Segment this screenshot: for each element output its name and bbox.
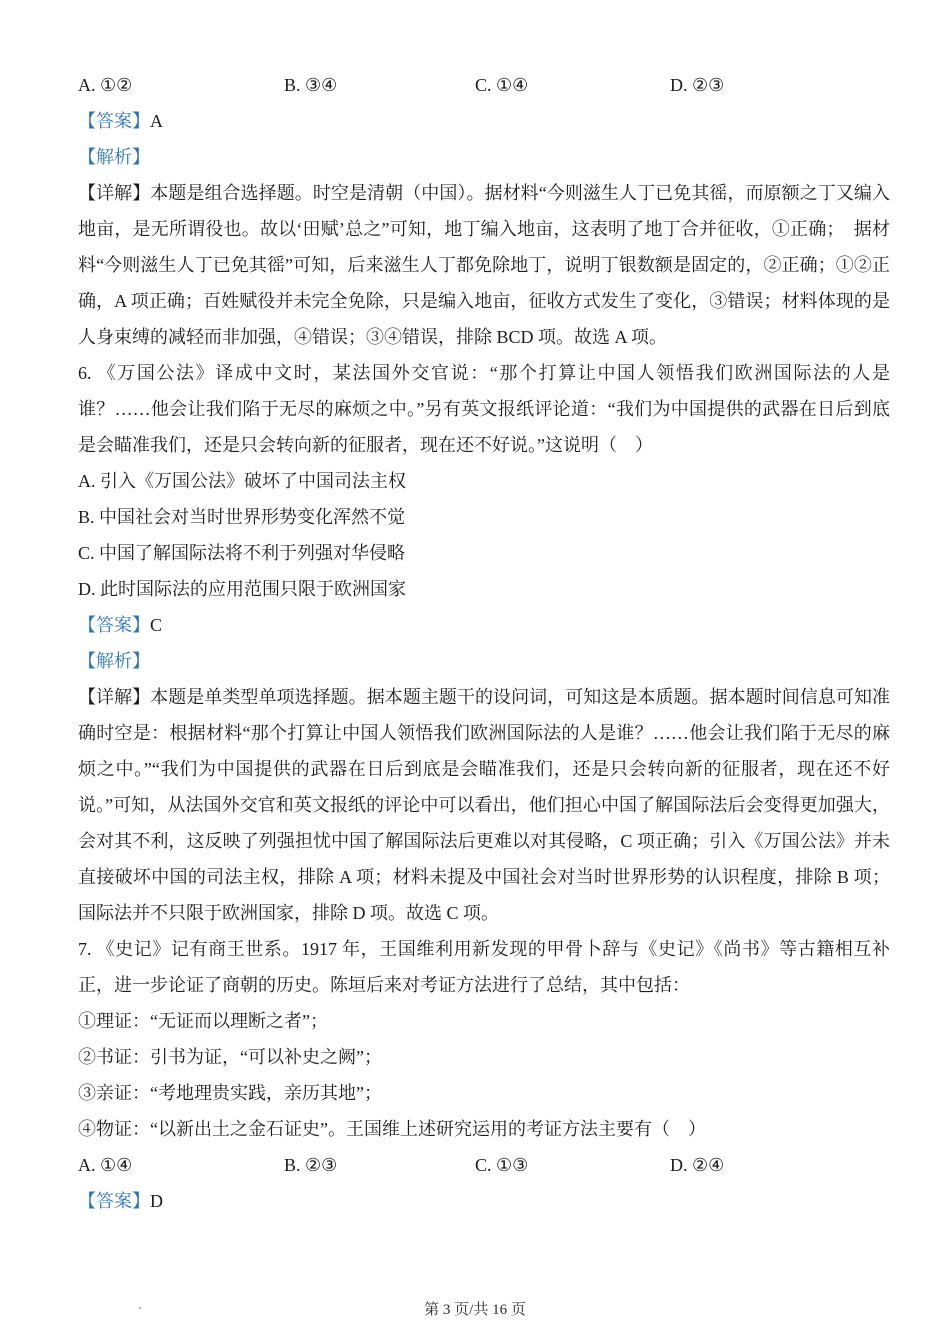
choice-option: C. ①④ <box>475 75 529 95</box>
answer-value: A <box>150 111 163 131</box>
paragraph: 【详解】本题是组合选择题。时空是清朝（中国）。据材料“今则滋生人丁已免其徭，而原额之丁又编入地亩，是无所谓役也。故以‘田赋’总之”可知，地丁编入地亩，这表明了地丁合并征收，①正确； 据材料“今则滋生人丁已免其徭”可知，后来滋生人丁都免除地丁，说明丁银数额是固定的，②正确；①②正确，A 项正确；百姓赋役并未完全免除，只是编入地亩，征收方式发生了变化，③错误；材料体现的是人身束缚的减轻而非加强，④错误；③④错误，排除 BCD 项。故选 A 项。 <box>78 183 890 347</box>
answer-label: 【答案】 <box>78 615 150 635</box>
answer-line <box>78 1183 890 1219</box>
choice-option-line: A. 引入《万国公法》破坏了中国司法主权 <box>78 471 406 491</box>
choice-option-line: D. 此时国际法的应用范围只限于欧洲国家 <box>78 579 406 599</box>
answer-value: C <box>150 615 163 635</box>
answer-label: 【答案】 <box>78 1191 150 1211</box>
page-number-footer: 第 3 页/共 16 页 <box>424 1302 526 1318</box>
choice-option-line: ①理证：“无证而以理断之者”； <box>78 1011 328 1031</box>
choice-options-row <box>78 1147 890 1183</box>
choice-option: D. ②④ <box>670 1155 725 1175</box>
choice-option: D. ②③ <box>670 75 725 95</box>
choice-option: A. ①② <box>78 75 133 95</box>
analysis-label: 【解析】 <box>78 147 150 167</box>
choice-option: B. ③④ <box>284 75 338 95</box>
choice-option-line: ②书证：引书为证，“可以补史之阙”； <box>78 1047 382 1067</box>
choice-option-line: ④物证：“以新出土之金石证史”。王国维上述研究运用的考证方法主要有（ ） <box>78 1119 706 1139</box>
choice-option-line: ③亲证：“考地理贵实践，亲历其地”； <box>78 1083 382 1103</box>
choice-option-line: C. 中国了解国际法将不利于列强对华侵略 <box>78 543 406 563</box>
choice-option: C. ①③ <box>475 1155 529 1175</box>
paragraph: 6. 《万国公法》译成中文时，某法国外交官说：“那个打算让中国人领悟我们欧洲国际法的人是谁？……他会让我们陷于无尽的麻烦之中。”另有英文报纸评论道：“我们为中国提供的武器在日后到底是会瞄准我们，还是只会转向新的征服者，现在还不好说。”这说明（ ） <box>78 363 890 455</box>
choice-option: A. ①④ <box>78 1155 133 1175</box>
paragraph: 【详解】本题是单类型单项选择题。据本题主题干的设问词，可知这是本质题。据本题时间信息可知准确时空是：根据材料“那个打算让中国人领悟我们欧洲国际法的人是谁？……他会让我们陷于无尽的麻烦之中。”“我们为中国提供的武器在日后到底是会瞄准我们，还是只会转向新的征服者，现在还不好说。”可知，从法国外交官和英文报纸的评论中可以看出，他们担心中国了解国际法后会变得更加强大，会对其不利，这反映了列强担忧中国了解国际法后更难以对其侵略，C 项正确；引入《万国公法》并未直接破坏中国的司法主权，排除 A 项；材料未提及中国社会对当时世界形势的认识程度，排除 B 项；国际法并不只限于欧洲国家，排除 D 项。故选 C 项。 <box>78 687 890 923</box>
answer-label: 【答案】 <box>78 111 150 131</box>
choice-options-row <box>78 67 890 103</box>
answer-line <box>78 103 890 139</box>
paragraph: 7. 《史记》记有商王世系。1917 年，王国维利用新发现的甲骨卜辞与《史记》《尚书》等古籍相互补正，进一步论证了商朝的历史。陈垣后来对考证方法进行了总结，其中包括： <box>78 939 890 995</box>
choice-option-line: B. 中国社会对当时世界形势变化浑然不觉 <box>78 507 406 527</box>
answer-line <box>78 607 890 643</box>
analysis-label: 【解析】 <box>78 651 150 671</box>
choice-option: B. ②③ <box>284 1155 338 1175</box>
answer-value: D <box>150 1191 163 1211</box>
document-body <box>78 67 890 1219</box>
